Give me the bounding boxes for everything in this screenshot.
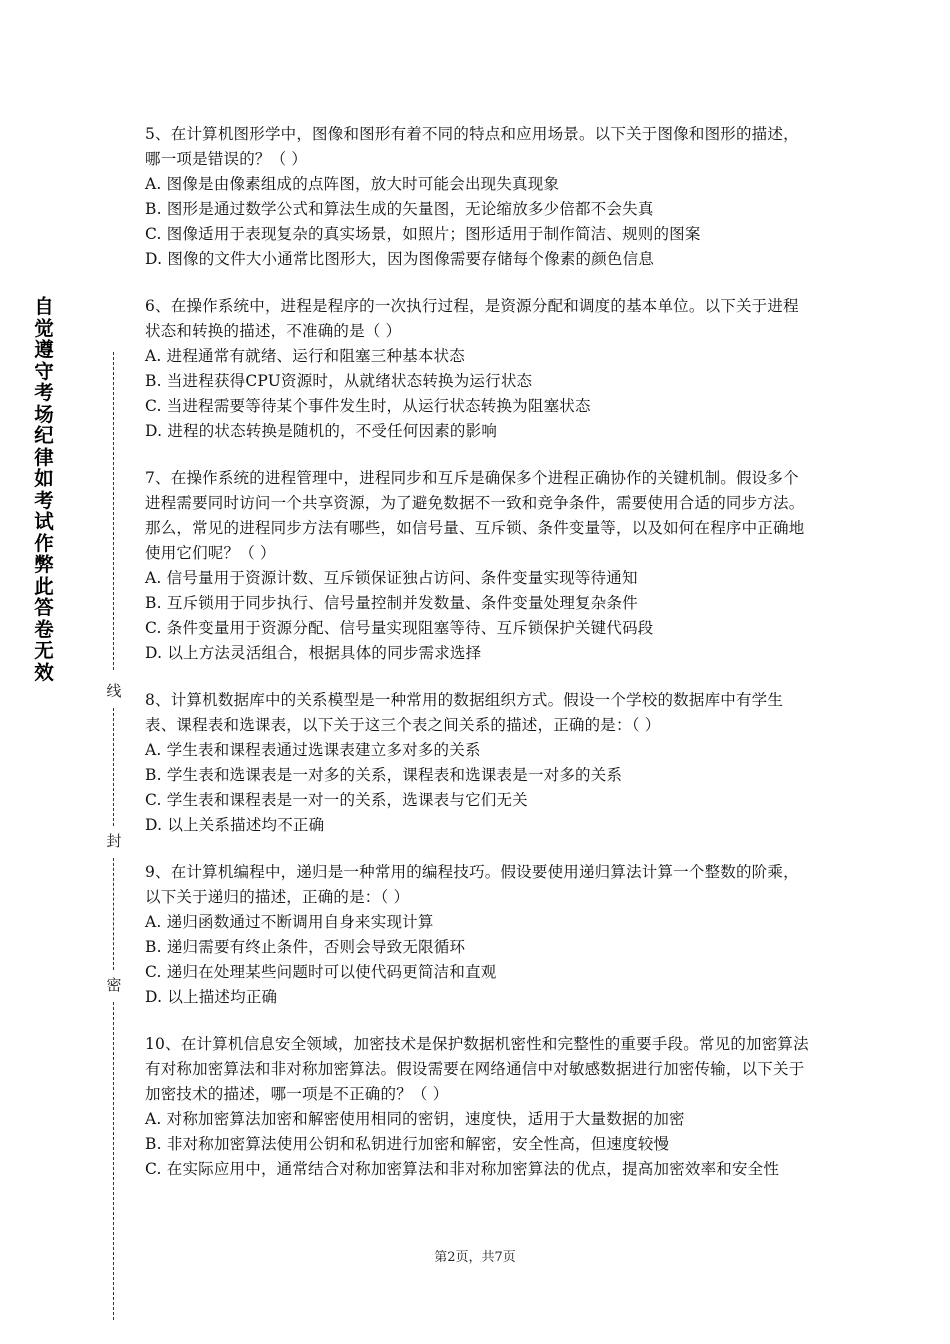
binding-label-seal: 封 xyxy=(106,832,122,850)
binding-label-line: 线 xyxy=(106,682,122,700)
question-10 xyxy=(145,1032,810,1182)
option-d: D. 以上方法灵活组合，根据具体的同步需求选择 xyxy=(145,644,482,662)
question-stem: 9、在计算机编程中，递归是一种常用的编程技巧。假设要使用递归算法计算一个整数的阶乘，以下关于递归的描述，正确的是：（ ） xyxy=(145,863,799,906)
question-6 xyxy=(145,294,810,444)
binding-dashed-line xyxy=(113,1002,114,1320)
option-a: A. 递归函数通过不断调用自身来实现计算 xyxy=(145,913,434,931)
option-c: C. 递归在处理某些问题时可以使代码更简洁和直观 xyxy=(145,963,497,981)
option-d: D. 以上关系描述均不正确 xyxy=(145,816,325,834)
option-b: B. 图形是通过数学公式和算法生成的矢量图，无论缩放多少倍都不会失真 xyxy=(145,200,654,218)
binding-dashed-line xyxy=(113,352,114,670)
question-7 xyxy=(145,466,810,666)
question-stem: 7、在操作系统的进程管理中，进程同步和互斥是确保多个进程正确协作的关键机制。假设多个进程需要同时访问一个共享资源，为了避免数据不一致和竞争条件，需要使用合适的同步方法。那么，常见的进程同步方法有哪些，如信号量、互斥锁、条件变量等，以及如何在程序中正确地使用它们呢？（ ） xyxy=(145,469,805,562)
option-c: C. 当进程需要等待某个事件发生时，从运行状态转换为阻塞状态 xyxy=(145,397,591,415)
option-c: C. 在实际应用中，通常结合对称加密算法和非对称加密算法的优点，提高加密效率和安全性 xyxy=(145,1160,780,1178)
question-stem: 10、在计算机信息安全领域，加密技术是保护数据机密性和完整性的重要手段。常见的加密算法有对称加密算法和非对称加密算法。假设需要在网络通信中对敏感数据进行加密传输，以下关于加密技术的描述，哪一项是不正确的？（ ） xyxy=(145,1035,809,1103)
option-c: C. 图像适用于表现复杂的真实场景，如照片；图形适用于制作简洁、规则的图案 xyxy=(145,225,701,243)
option-b: B. 非对称加密算法使用公钥和私钥进行加密和解密，安全性高，但速度较慢 xyxy=(145,1135,670,1153)
binding-dashed-line xyxy=(113,858,114,970)
option-d: D. 图像的文件大小通常比图形大，因为图像需要存储每个像素的颜色信息 xyxy=(145,250,655,268)
option-b: B. 学生表和选课表是一对多的关系，课程表和选课表是一对多的关系 xyxy=(145,766,623,784)
question-8 xyxy=(145,688,810,838)
option-a: A. 对称加密算法加密和解密使用相同的密钥，速度快，适用于大量数据的加密 xyxy=(145,1110,685,1128)
option-d: D. 进程的状态转换是随机的，不受任何因素的影响 xyxy=(145,422,498,440)
exam-discipline-notice: 自觉遵守考场纪律如考试作弊此答卷无效 xyxy=(34,295,54,684)
option-b: B. 当进程获得CPU资源时，从就绪状态转换为运行状态 xyxy=(145,372,533,390)
question-list xyxy=(145,122,810,1204)
question-stem: 5、在计算机图形学中，图像和图形有着不同的特点和应用场景。以下关于图像和图形的描述，哪一项是错误的？（ ） xyxy=(145,125,799,168)
question-9 xyxy=(145,860,810,1010)
binding-label-secret: 密 xyxy=(106,976,122,994)
option-c: C. 条件变量用于资源分配、信号量实现阻塞等待、互斥锁保护关键代码段 xyxy=(145,619,654,637)
option-a: A. 进程通常有就绪、运行和阻塞三种基本状态 xyxy=(145,347,465,365)
option-a: A. 学生表和课程表通过选课表建立多对多的关系 xyxy=(145,741,481,759)
option-a: A. 信号量用于资源计数、互斥锁保证独占访问、条件变量实现等待通知 xyxy=(145,569,638,587)
option-c: C. 学生表和课程表是一对一的关系，选课表与它们无关 xyxy=(145,791,528,809)
option-d: D. 以上描述均正确 xyxy=(145,988,278,1006)
question-stem: 6、在操作系统中，进程是程序的一次执行过程，是资源分配和调度的基本单位。以下关于进程状态和转换的描述，不准确的是（ ） xyxy=(145,297,799,340)
question-stem: 8、计算机数据库中的关系模型是一种常用的数据组织方式。假设一个学校的数据库中有学生表、课程表和选课表，以下关于这三个表之间关系的描述，正确的是：（ ） xyxy=(145,691,784,734)
question-5 xyxy=(145,122,810,272)
option-b: B. 互斥锁用于同步执行、信号量控制并发数量、条件变量处理复杂条件 xyxy=(145,594,638,612)
binding-dashed-line xyxy=(113,708,114,826)
option-a: A. 图像是由像素组成的点阵图，放大时可能会出现失真现象 xyxy=(145,175,560,193)
page-number: 第2页，共7页 xyxy=(434,1250,516,1265)
option-b: B. 递归需要有终止条件，否则会导致无限循环 xyxy=(145,938,466,956)
